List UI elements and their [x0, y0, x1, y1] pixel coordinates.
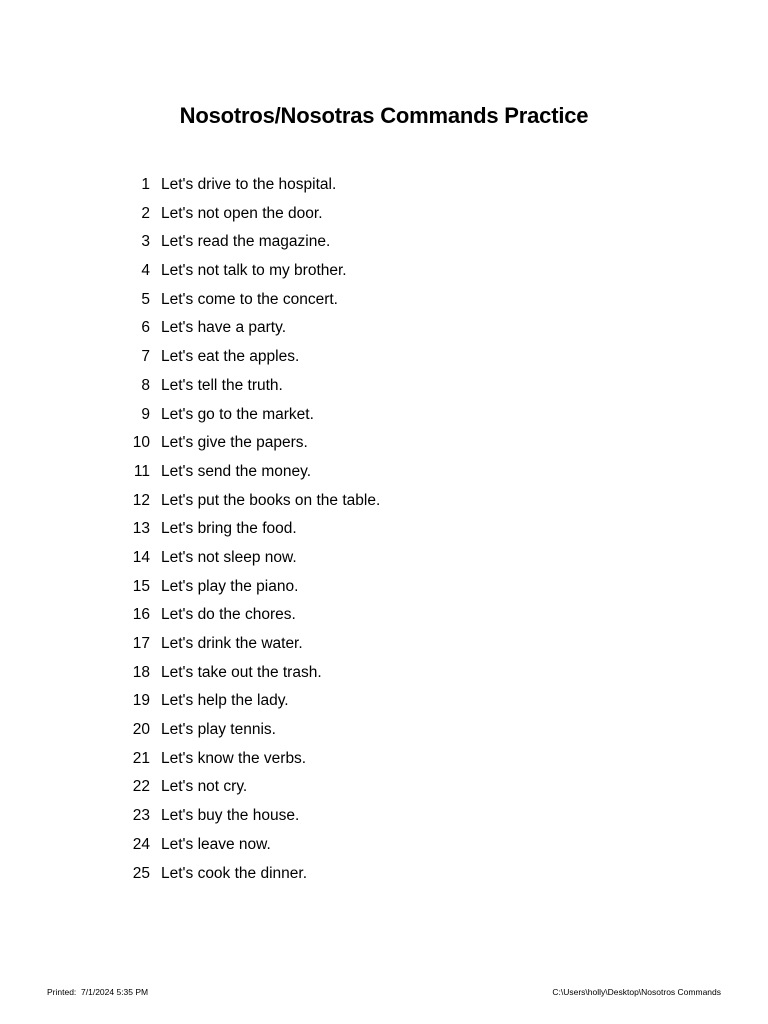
item-text: Let's give the papers. — [161, 434, 308, 452]
list-item — [118, 406, 380, 435]
item-text: Let's buy the house. — [161, 807, 300, 825]
item-text: Let's drive to the hospital. — [161, 176, 337, 193]
item-text: Let's know the verbs. — [161, 749, 307, 767]
item-text: Let's cook the dinner. — [161, 864, 308, 882]
item-text: Let's send the money. — [161, 462, 312, 480]
list-item — [118, 692, 380, 721]
list-item — [118, 606, 380, 635]
item-text: Let's do the chores. — [161, 606, 296, 624]
list-item — [118, 377, 380, 406]
list-item — [118, 434, 380, 463]
item-text: Let's come to the concert. — [161, 290, 338, 308]
item-number: 10 — [132, 434, 150, 452]
list-item — [118, 750, 380, 779]
list-item — [118, 664, 380, 693]
item-text: Let's eat the apples. — [161, 348, 300, 366]
item-number: 15 — [132, 577, 150, 595]
list-item — [118, 721, 380, 750]
item-text: Let's play the piano. — [161, 577, 299, 595]
list-item — [118, 635, 380, 664]
command-list — [118, 176, 380, 893]
item-number: 22 — [132, 778, 150, 796]
item-text: Let's play tennis. — [161, 721, 276, 739]
item-number: 11 — [133, 462, 150, 480]
list-item — [118, 262, 380, 291]
list-item — [118, 807, 380, 836]
item-number: 4 — [141, 262, 150, 280]
list-item — [118, 205, 380, 234]
item-text: Let's have a party. — [161, 319, 287, 337]
item-number: 17 — [132, 635, 150, 652]
list-item — [118, 778, 380, 807]
item-text: Let's drink the water. — [161, 635, 303, 652]
list-item — [118, 463, 380, 492]
item-number: 5 — [141, 290, 150, 308]
list-item — [118, 319, 380, 348]
list-item — [118, 865, 380, 894]
item-number: 18 — [132, 663, 150, 681]
list-item — [118, 836, 380, 865]
item-text: Let's tell the truth. — [161, 376, 283, 394]
list-item — [118, 348, 380, 377]
item-text: Let's not sleep now. — [161, 548, 297, 566]
list-item — [118, 520, 380, 549]
item-number: 20 — [132, 721, 150, 739]
list-item — [118, 492, 380, 521]
item-number: 24 — [132, 835, 150, 853]
item-number: 9 — [141, 405, 150, 423]
item-number: 7 — [141, 348, 150, 366]
item-number: 1 — [141, 176, 150, 193]
item-text: Let's not open the door. — [161, 204, 323, 222]
list-item — [118, 549, 380, 578]
item-text: Let's put the books on the table. — [161, 491, 381, 509]
item-number: 8 — [141, 376, 150, 394]
item-text: Let's leave now. — [161, 835, 271, 853]
item-number: 25 — [132, 864, 150, 882]
item-number: 19 — [132, 692, 150, 710]
item-text: Let's go to the market. — [161, 405, 314, 423]
item-number: 2 — [141, 204, 150, 222]
list-item — [118, 291, 380, 320]
printed-timestamp: Printed: 7/1/2024 5:35 PM — [47, 987, 149, 997]
item-text: Let's bring the food. — [161, 520, 297, 538]
item-text: Let's take out the trash. — [161, 663, 322, 681]
item-text: Let's not talk to my brother. — [161, 262, 347, 280]
list-item — [118, 233, 380, 262]
item-text: Let's not cry. — [161, 778, 248, 796]
item-number: 16 — [132, 606, 150, 624]
item-number: 21 — [132, 749, 150, 767]
item-number: 13 — [132, 520, 150, 538]
page-title: Nosotros/Nosotras Commands Practice — [179, 103, 589, 128]
item-number: 3 — [141, 233, 150, 251]
item-number: 6 — [141, 319, 150, 337]
list-item — [118, 578, 380, 607]
item-text: Let's read the magazine. — [161, 233, 331, 251]
file-path: C:\Users\holly\Desktop\Nosotros Commands — [552, 987, 721, 997]
item-text: Let's help the lady. — [161, 692, 289, 710]
item-number: 12 — [132, 491, 150, 509]
list-item — [118, 176, 380, 205]
item-number: 23 — [132, 807, 150, 825]
item-number: 14 — [132, 548, 150, 566]
